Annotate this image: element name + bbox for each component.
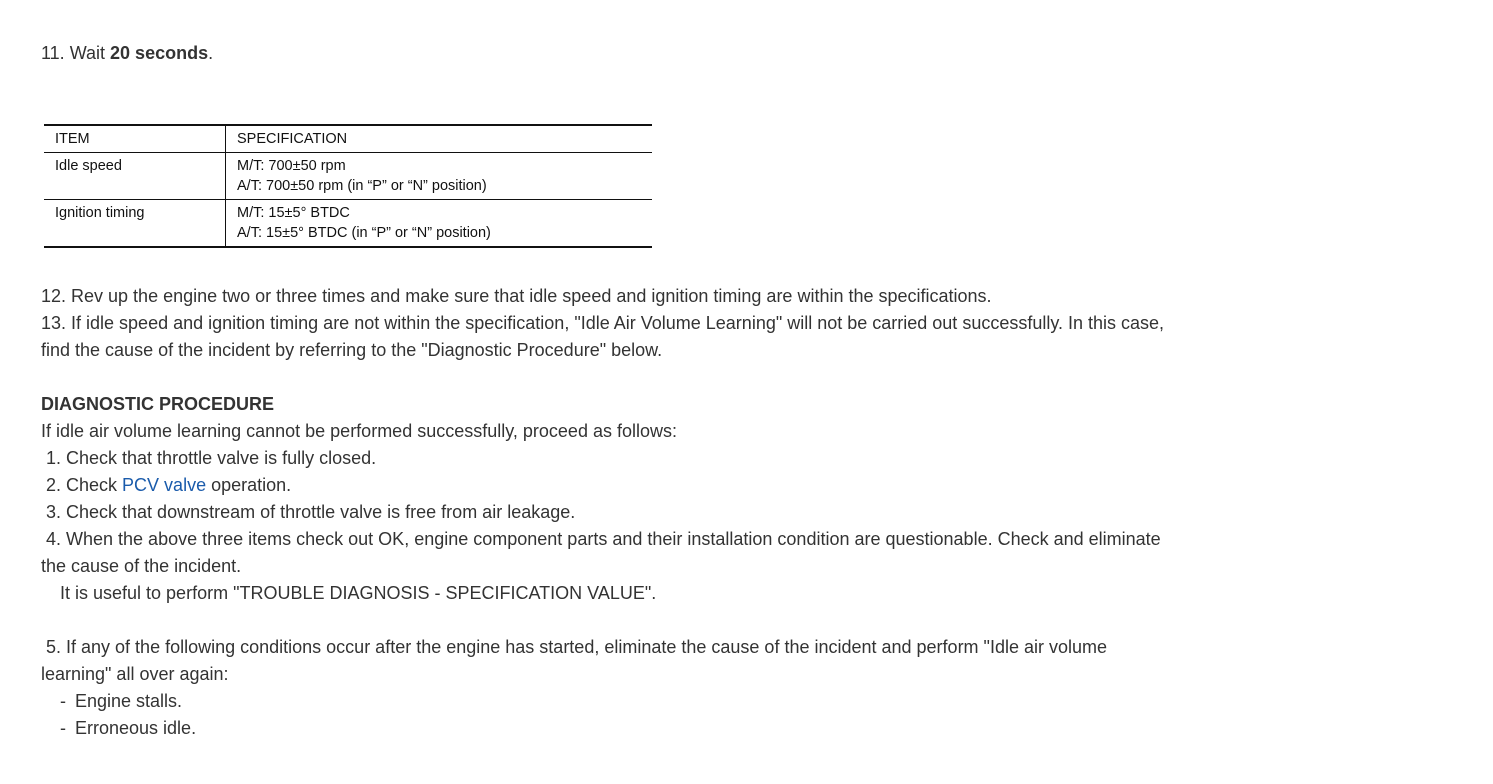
procedure-text bbox=[41, 283, 1281, 742]
diagnostic-step-2 bbox=[41, 472, 1281, 499]
section-heading: DIAGNOSTIC PROCEDURE bbox=[41, 394, 275, 414]
table-row bbox=[44, 153, 652, 200]
step-12: 12. Rev up the engine two or three times and make sure that idle speed and ignition timing are within the specifications. bbox=[41, 286, 992, 306]
diagnostic-step-1: 1. Check that throttle valve is fully closed. bbox=[46, 448, 377, 468]
condition-item bbox=[41, 688, 1281, 715]
diagnostic-step-2-suffix: operation. bbox=[206, 475, 292, 495]
cell-item-idle-speed: Idle speed bbox=[44, 153, 226, 200]
column-header-specification: SPECIFICATION bbox=[226, 125, 653, 153]
diagnostic-step-3: 3. Check that downstream of throttle valve is free from air leakage. bbox=[46, 502, 576, 522]
spec-line: A/T: 700±50 rpm (in “P” or “N” position) bbox=[237, 178, 487, 194]
step-13-line-2: find the cause of the incident by referring to the "Diagnostic Procedure" below. bbox=[41, 340, 663, 360]
specification-table-wrapper bbox=[44, 124, 652, 248]
specification-table bbox=[44, 124, 652, 248]
spec-line: A/T: 15±5° BTDC (in “P” or “N” position) bbox=[237, 225, 491, 241]
spec-line: M/T: 700±50 rpm bbox=[237, 158, 346, 174]
column-header-item: ITEM bbox=[44, 125, 226, 153]
table-header-row bbox=[44, 125, 652, 153]
step-11-period: . bbox=[208, 43, 214, 63]
diagnostic-step-2-prefix: 2. Check bbox=[46, 475, 123, 495]
step-11-text: 11. Wait bbox=[41, 43, 111, 63]
cell-spec-idle-speed bbox=[226, 153, 653, 200]
step-11-duration: 20 seconds bbox=[110, 43, 209, 63]
cell-item-ignition-timing: Ignition timing bbox=[44, 200, 226, 248]
spacer bbox=[41, 364, 1281, 391]
spacer bbox=[41, 607, 1281, 634]
table-row bbox=[44, 200, 652, 248]
pcv-valve-link[interactable]: PCV valve bbox=[122, 475, 207, 495]
condition-text: Erroneous idle. bbox=[75, 718, 197, 738]
bullet-dash: - bbox=[60, 691, 66, 711]
step-11 bbox=[41, 40, 213, 67]
diagnostic-step-5-line-1: 5. If any of the following conditions occur after the engine has started, eliminate the cause of the incident and perform "Idle air volume bbox=[46, 637, 1107, 657]
condition-item bbox=[41, 715, 1281, 742]
diagnostic-step-4-note: It is useful to perform "TROUBLE DIAGNOSIS - SPECIFICATION VALUE". bbox=[60, 583, 657, 603]
bullet-dash: - bbox=[60, 718, 66, 738]
diagnostic-step-4-line-2: the cause of the incident. bbox=[41, 556, 242, 576]
step-13-line-1: 13. If idle speed and ignition timing are not within the specification, "Idle Air Volume Learning" will not be carried out successfully. In this case, bbox=[41, 313, 1165, 333]
diagnostic-intro: If idle air volume learning cannot be performed successfully, proceed as follows: bbox=[41, 421, 677, 441]
diagnostic-step-4-line-1: 4. When the above three items check out OK, engine component parts and their installation condition are questionable. Check and eliminate bbox=[46, 529, 1161, 549]
diagnostic-step-5-line-2: learning" all over again: bbox=[41, 664, 229, 684]
cell-spec-ignition-timing bbox=[226, 200, 653, 248]
condition-text: Engine stalls. bbox=[75, 691, 183, 711]
spec-line: M/T: 15±5° BTDC bbox=[237, 205, 350, 221]
